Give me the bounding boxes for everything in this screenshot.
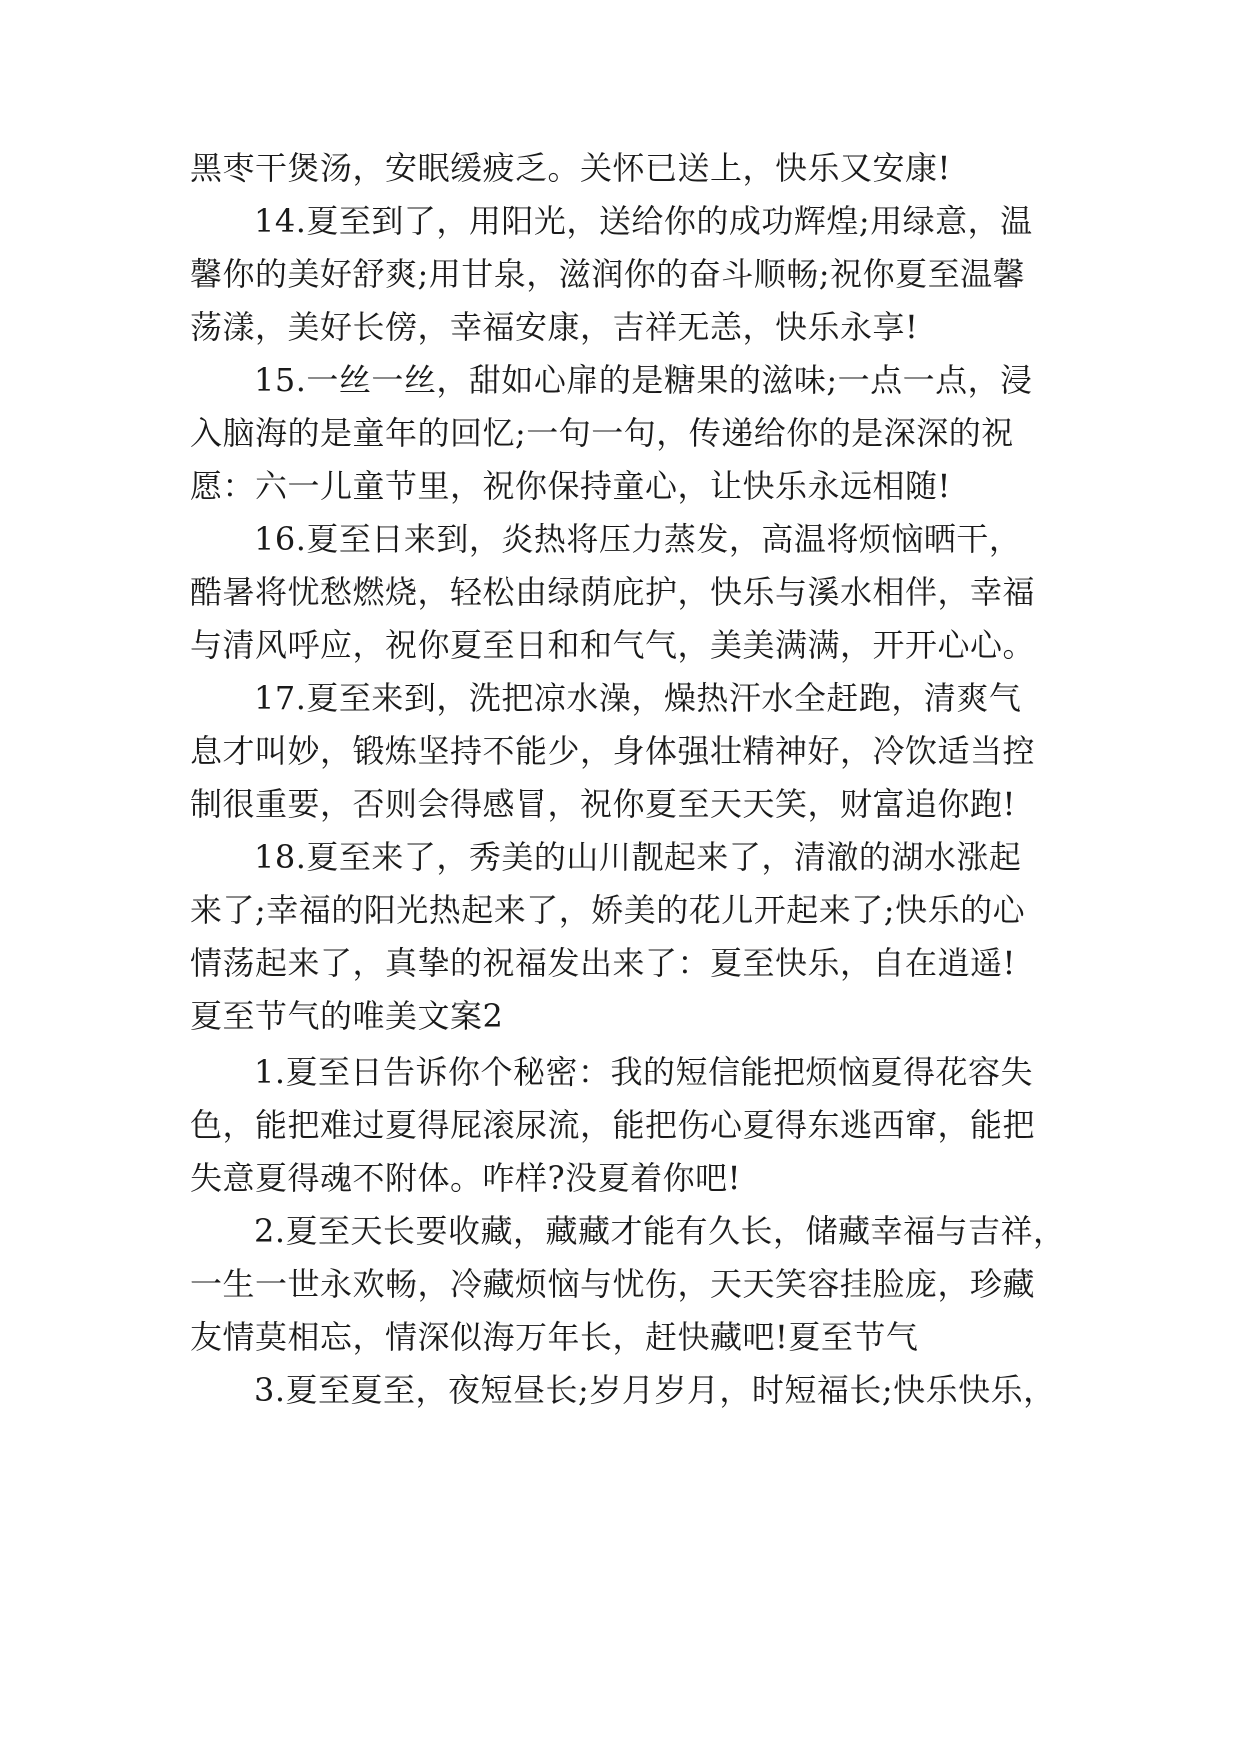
text-line: 友情莫相忘，情深似海万年长，赶快藏吧!夏至节气 (190, 1318, 919, 1356)
text-line: 与清风呼应，祝你夏至日和和气气，美美满满，开开心心。 (190, 626, 1036, 664)
paragraph-17-line-1: 17.夏至来到，洗把凉水澡，燥热汗水全赶跑，清爽气 (254, 679, 1022, 717)
paragraph-2-line-1: 2.夏至天长要收藏，藏藏才能有久长，储藏幸福与吉祥， (254, 1212, 1066, 1250)
text-line: 荡漾，美好长傍，幸福安康，吉祥无恙，快乐永享! (190, 308, 919, 346)
paragraph-3-line-1: 3.夏至夏至，夜短昼长;岁月岁月，时短福长;快乐快乐， (254, 1371, 1056, 1409)
text-line: 一生一世永欢畅，冷藏烦恼与忧伤，天天笑容挂脸庞，珍藏 (190, 1265, 1036, 1303)
paragraph-1-line-1: 1.夏至日告诉你个秘密：我的短信能把烦恼夏得花容失 (254, 1053, 1034, 1091)
text-line: 制很重要，否则会得感冒，祝你夏至天天笑，财富追你跑! (190, 785, 1016, 823)
text-line: 入脑海的是童年的回忆;一句一句，传递给你的是深深的祝 (190, 414, 1014, 452)
paragraph-16-line-1: 16.夏至日来到，炎热将压力蒸发，高温将烦恼晒干， (254, 520, 1022, 558)
section-heading: 夏至节气的唯美文案2 (190, 997, 504, 1035)
paragraph-15-line-1: 15.一丝一丝，甜如心扉的是糖果的滋味;一点一点，浸 (254, 361, 1033, 399)
paragraph-18-line-1: 18.夏至来了，秀美的山川靓起来了，清澈的湖水涨起 (254, 838, 1022, 876)
text-line: 黑枣干煲汤，安眠缓疲乏。关怀已送上，快乐又安康! (190, 149, 951, 187)
text-line: 情荡起来了，真挚的祝福发出来了：夏至快乐，自在逍遥! (190, 944, 1016, 982)
text-line: 色，能把难过夏得屁滚尿流，能把伤心夏得东逃西窜，能把 (190, 1106, 1036, 1144)
paragraph-14-line-1: 14.夏至到了，用阳光，送给你的成功辉煌;用绿意，温 (254, 202, 1033, 240)
text-line: 失意夏得魂不附体。咋样?没夏着你吧! (190, 1159, 742, 1197)
text-line: 来了;幸福的阳光热起来了，娇美的花儿开起来了;快乐的心 (190, 891, 1026, 929)
text-line: 酷暑将忧愁燃烧，轻松由绿荫庇护，快乐与溪水相伴，幸福 (190, 573, 1036, 611)
text-line: 息才叫妙，锻炼坚持不能少，身体强壮精神好，冷饮适当控 (190, 732, 1036, 770)
text-line: 愿：六一儿童节里，祝你保持童心，让快乐永远相随! (190, 467, 951, 505)
text-line: 馨你的美好舒爽;用甘泉，滋润你的奋斗顺畅;祝你夏至温馨 (190, 255, 1026, 293)
